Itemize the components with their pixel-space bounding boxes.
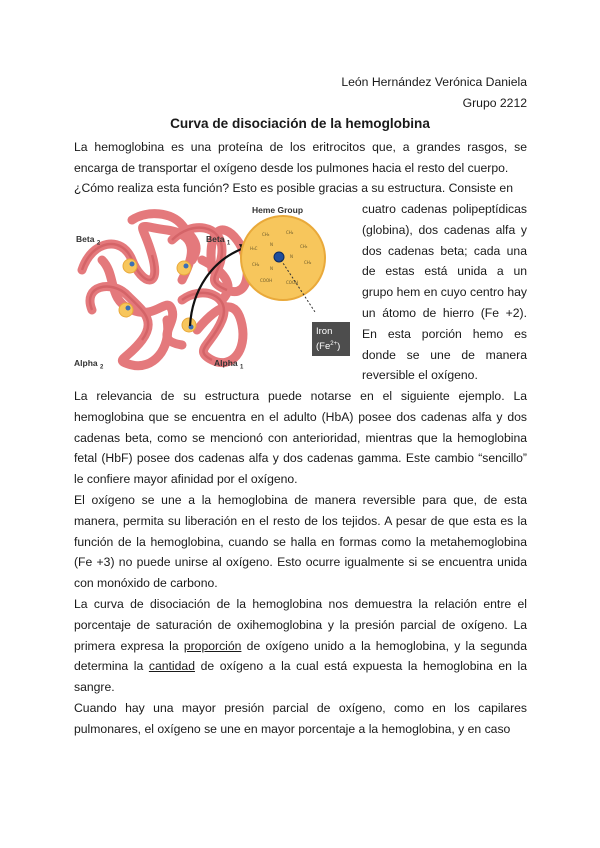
label-alpha-2: Alpha $_2$ xyxy=(74,358,104,371)
hemoglobin-structure-figure xyxy=(72,200,354,376)
label-heme-group: Heme Group xyxy=(252,205,304,215)
paragraph-dissociation-curve: La curva de disociación de la hemoglobina nos demuestra la relación entre el porcentaje de saturación de oxihemoglobina y la presión parcial de oxígeno. La primera expresa la proporción de oxígeno unido a la hemoglobina, y la segunda determina la cantidad de oxígeno a la cual está expuesta la hemoglobina en la sangre. xyxy=(74,596,527,695)
svg-text:CH₂: CH₂ xyxy=(286,230,294,235)
iron-atom xyxy=(274,252,284,262)
svg-text:CH₂: CH₂ xyxy=(304,260,312,265)
paragraph-structure-side: cuatro cadenas polipeptídicas (globina), dos cadenas alfa y dos cadenas beta; cada una de estas está unida a un grupo hem en cuyo centro hay un átomo de hierro (Fe +2). En esta porción hemo es donde se une de manera reversible el oxígeno. xyxy=(362,202,527,383)
author-name: León Hernández Verónica Daniela xyxy=(341,75,527,89)
underlined-proporcion: proporción xyxy=(183,638,242,653)
label-iron: Iron $(Fe^{2+})$ xyxy=(316,326,341,353)
svg-text:COOH: COOH xyxy=(286,280,299,285)
author-block xyxy=(341,72,527,114)
document-title: Curva de disociación de la hemoglobina xyxy=(170,116,430,131)
paragraphs-body xyxy=(74,386,527,740)
svg-text:CH₃: CH₃ xyxy=(300,244,308,249)
svg-text:H₃C: H₃C xyxy=(250,246,258,251)
svg-text:N: N xyxy=(290,254,293,259)
paragraph-relevance: La relevancia de su estructura puede notarse en el siguiente ejemplo. La hemoglobina que se encuentra en el adulto (HbA) posee dos cadenas alfa y dos cadenas beta, como se mencionó con anterioridad, mientras que la hemoglobina fetal (HbF) posee dos cadenas alfa y dos cadenas gamma. Este cambio “sencillo” le confiere mayor afinidad por el oxígeno. xyxy=(74,389,527,487)
label-beta-2: Beta $_2$ xyxy=(76,234,101,247)
label-beta-1: Beta $_1$ xyxy=(206,234,231,247)
svg-text:N: N xyxy=(270,266,273,271)
hemoglobin-illustration xyxy=(72,200,354,376)
svg-text:COOH: COOH xyxy=(260,278,273,283)
paragraph-structure-first-line: ¿Cómo realiza esta función? Esto es posible gracias a su estructura. Consiste en xyxy=(74,181,513,195)
group-number: Grupo 2212 xyxy=(462,96,527,110)
paragraph-reversible-binding: El oxígeno se une a la hemoglobina de manera reversible para que, de esta manera, permita su liberación en el resto de los tejidos. A pesar de que esta es la función de la hemoglobina, cuando se halla en formas como la metahemoglobina (Fe +3) no puede unirse al oxígeno. Esto ocurre igualmente si se encuentra unida con monóxido de carbono. xyxy=(74,492,527,591)
label-alpha-1: Alpha $_1$ xyxy=(214,358,244,371)
paragraph-partial-pressure: Cuando hay una mayor presión parcial de oxígeno, como en los capilares pulmonares, el oxígeno se une en mayor porcentaje a la hemoglobina, y en caso xyxy=(74,700,527,736)
svg-text:CH₃: CH₃ xyxy=(262,232,270,237)
paragraph-intro: La hemoglobina es una proteína de los eritrocitos que, a grandes rasgos, se encarga de transportar el oxígeno desde los pulmones hacia el resto del cuerpo. xyxy=(74,140,527,175)
svg-text:CH₂: CH₂ xyxy=(252,262,260,267)
svg-text:N: N xyxy=(270,242,273,247)
underlined-cantidad: cantidad xyxy=(148,659,195,674)
